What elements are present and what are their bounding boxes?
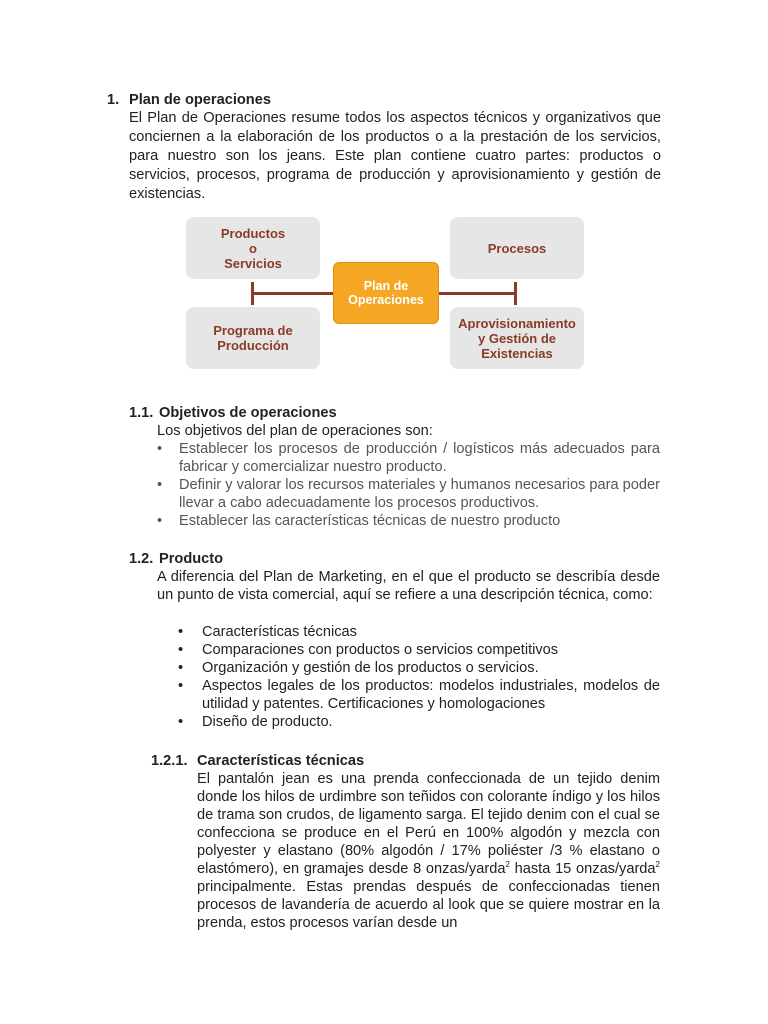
bullet-icon: • — [178, 624, 184, 640]
box-text-line: Procesos — [487, 240, 547, 256]
objectives-list — [157, 440, 660, 530]
paragraph-text: principalmente. Estas prendas después de confeccionadas tienen procesos de lavandería de acuerdo al look que se quiere mostrar en la prenda, estos procesos varían desde un — [197, 879, 660, 931]
section-1-heading — [107, 92, 271, 108]
section-1-2-title: Producto — [159, 551, 224, 567]
list-item-text: Establecer los procesos de producción / logísticos más adecuados para fabricar y comercializar nuestro producto. — [179, 441, 660, 475]
section-1-2-1-paragraph — [197, 770, 660, 932]
list-item — [157, 440, 660, 476]
list-item-text: Aspectos legales de los productos: modelos industriales, modelos de utilidad y patentes. Certificaciones y homologaciones — [202, 678, 660, 712]
operations-plan-diagram — [184, 216, 584, 370]
box-text-line: o — [249, 240, 257, 256]
section-1-title: Plan de operaciones — [129, 92, 271, 108]
list-item — [178, 623, 660, 641]
box-text-line: Plan de — [363, 279, 409, 293]
connector-left-cap — [251, 282, 254, 305]
list-item — [157, 476, 660, 512]
section-1-2-paragraph: A diferencia del Plan de Marketing, en el que el producto se describía desde un punto de vista comercial, aquí se refiere a una descripción técnica, como: — [157, 569, 660, 603]
bullet-icon: • — [178, 678, 184, 694]
section-1-2-number: 1.2. — [129, 551, 154, 567]
section-1-1-intro: Los objetivos del plan de operaciones son: — [157, 423, 433, 439]
bullet-icon: • — [157, 513, 163, 529]
section-1-1-heading — [129, 405, 337, 421]
section-1-1-number: 1.1. — [129, 405, 154, 421]
bullet-icon: • — [178, 642, 184, 658]
box-text-line: Aprovisionamiento — [458, 315, 576, 331]
box-programa-produccion — [186, 307, 320, 369]
paragraph-text: hasta 15 onzas/yarda — [509, 861, 656, 877]
list-item — [178, 641, 660, 659]
box-productos-servicios — [186, 217, 320, 279]
list-item-text: Características técnicas — [202, 624, 357, 640]
section-1-2-1-number: 1.2.1. — [151, 753, 188, 769]
box-text-line: Producción — [217, 338, 289, 353]
box-text-line: Existencias — [481, 345, 553, 361]
section-1-1-title: Objetivos de operaciones — [159, 405, 337, 421]
list-item-text: Organización y gestión de los productos o servicios. — [202, 660, 539, 676]
section-1-number: 1. — [107, 92, 120, 108]
bullet-icon: • — [178, 714, 184, 730]
list-item — [157, 512, 660, 530]
product-aspects-list — [178, 623, 660, 731]
superscript: 2 — [655, 860, 660, 870]
box-procesos — [450, 217, 584, 279]
section-1-2-1-title: Características técnicas — [197, 753, 365, 769]
list-item-text: Comparaciones con productos o servicios competitivos — [202, 642, 559, 658]
box-text-line: Productos — [220, 225, 286, 241]
paragraph-text: El pantalón jean es una prenda confeccionada de un tejido denim donde los hilos de urdimbre son teñidos con colorante índigo y los hilos de trama son crudos, de ligamento sarga. El tejido denim con el cual se confecciona se produce en el Perú en 100% algodón y mezcla con polyester y elastano (80% algodón / 17% poliéster /3 % elastano o elastómero), en gramajes desde 8 onzas/yarda — [197, 771, 660, 877]
superscript: 2 — [505, 860, 510, 870]
list-item — [178, 713, 660, 731]
box-text-line: Programa de — [213, 323, 293, 338]
section-1-paragraph: El Plan de Operaciones resume todos los aspectos técnicos y organizativos que conciernen a la elaboración de los productos o a la prestación de los servicios, para nuestro son los jeans. Este plan contiene cuatro partes: productos o servicios, procesos, programa de producción y aprovisionamiento y gestión de existencias. — [129, 110, 661, 202]
bullet-icon: • — [178, 660, 184, 676]
box-text-line: y Gestión de — [477, 330, 557, 346]
box-text-line: Operaciones — [348, 293, 424, 307]
connector-right-cap — [514, 282, 517, 305]
bullet-icon: • — [157, 441, 163, 457]
list-item — [178, 677, 660, 713]
list-item — [178, 659, 660, 677]
list-item-text: Establecer las características técnicas de nuestro producto — [179, 513, 561, 529]
box-plan-operaciones — [333, 262, 439, 324]
section-1-2-heading — [129, 551, 223, 567]
bullet-icon: • — [157, 477, 163, 493]
section-1-2-1-heading — [151, 753, 364, 769]
list-item-text: Definir y valorar los recursos materiales y humanos necesarios para poder llevar a cabo adecuadamente los procesos productivos. — [179, 477, 660, 511]
list-item-text: Diseño de producto. — [202, 714, 333, 730]
box-text-line: Servicios — [224, 255, 282, 271]
box-aprovisionamiento — [450, 307, 584, 369]
